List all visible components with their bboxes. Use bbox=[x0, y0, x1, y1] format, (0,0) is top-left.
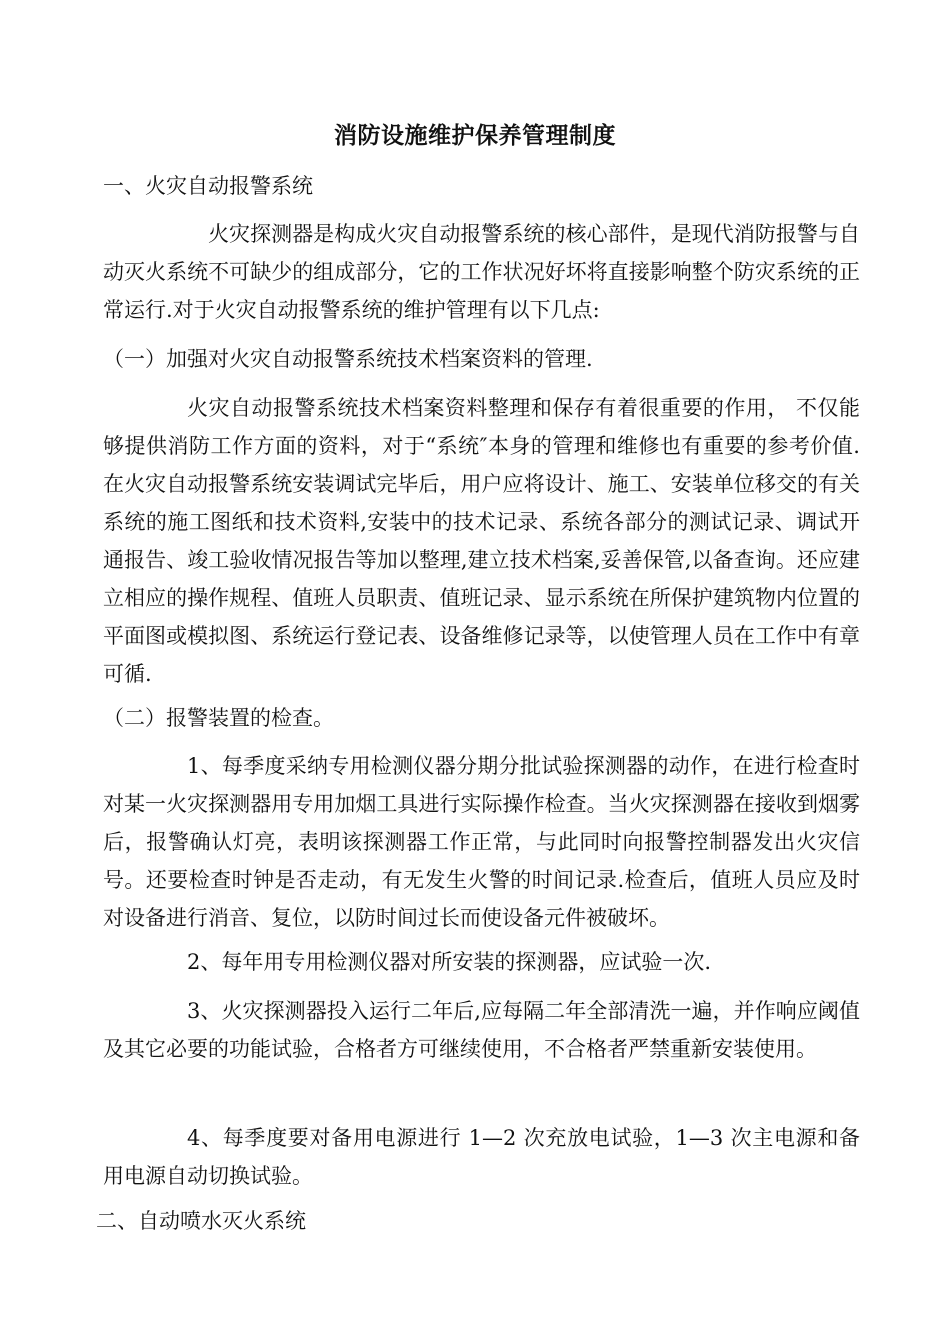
inspection-item-1: 1、每季度采纳专用检测仪器分期分批试验探测器的动作，在进行检查时对某一火灾探测器用专用加烟工具进行实际操作检查。当火灾探测器在接收到烟雾后，报警确认灯亮，表明该探测器工作正常，与此同时向报警控制器发出火灾信号。还要检查时钟是否走动，有无发生火警的时间记录.检查后，值班人员应及时对设备进行消音、复位，以防时间过长而使设备元件被破坏。 bbox=[103, 754, 860, 930]
inspection-item-4: 4、每季度要对备用电源进行 1—2 次充放电试验，1—3 次主电源和备用电源自动切换试验。 bbox=[103, 1126, 860, 1188]
subsection-heading-inspection: （二）报警装置的检查。 bbox=[103, 706, 334, 730]
subsection-heading-archives: （一）加强对火灾自动报警系统技术档案资料的管理. bbox=[103, 347, 593, 371]
inspection-item-2: 2、每年用专用检测仪器对所安装的探测器，应试验一次. bbox=[187, 950, 712, 974]
archives-paragraph: 火灾自动报警系统技术档案资料整理和保存有着很重要的作用， 不仅能够提供消防工作方面的资料，对于“系统″本身的管理和维修也有重要的参考价值.在火灾自动报警系统安装调试完毕后，用户应将设计、施工、安装单位移交的有关系统的施工图纸和技术资料,安装中的技术记录、系统各部分的测试记录、调试开通报告、竣工验收情况报告等加以整理,建立技术档案,妥善保管,以备查询。还应建立相应的操作规程、值班人员职责、值班记录、显示系统在所保护建筑物内位置的平面图或模拟图、系统运行登记表、设备维修记录等，以使管理人员在工作中有章可循. bbox=[103, 396, 860, 686]
document-title: 消防设施维护保养管理制度 bbox=[334, 122, 616, 149]
section-heading-sprinkler: 二、自动喷水灭火系统 bbox=[96, 1209, 306, 1233]
inspection-item-3: 3、火灾探测器投入运行二年后,应每隔二年全部清洗一遍，并作响应阈值及其它必要的功能试验，合格者方可继续使用，不合格者严禁重新安装使用。 bbox=[103, 999, 860, 1061]
section-heading-fire-alarm: 一、火灾自动报警系统 bbox=[103, 174, 313, 198]
intro-paragraph: 火灾探测器是构成火灾自动报警系统的核心部件，是现代消防报警与自动灭火系统不可缺少的组成部分，它的工作状况好坏将直接影响整个防灾系统的正常运行.对于火灾自动报警系统的维护管理有以下几点: bbox=[103, 222, 860, 322]
